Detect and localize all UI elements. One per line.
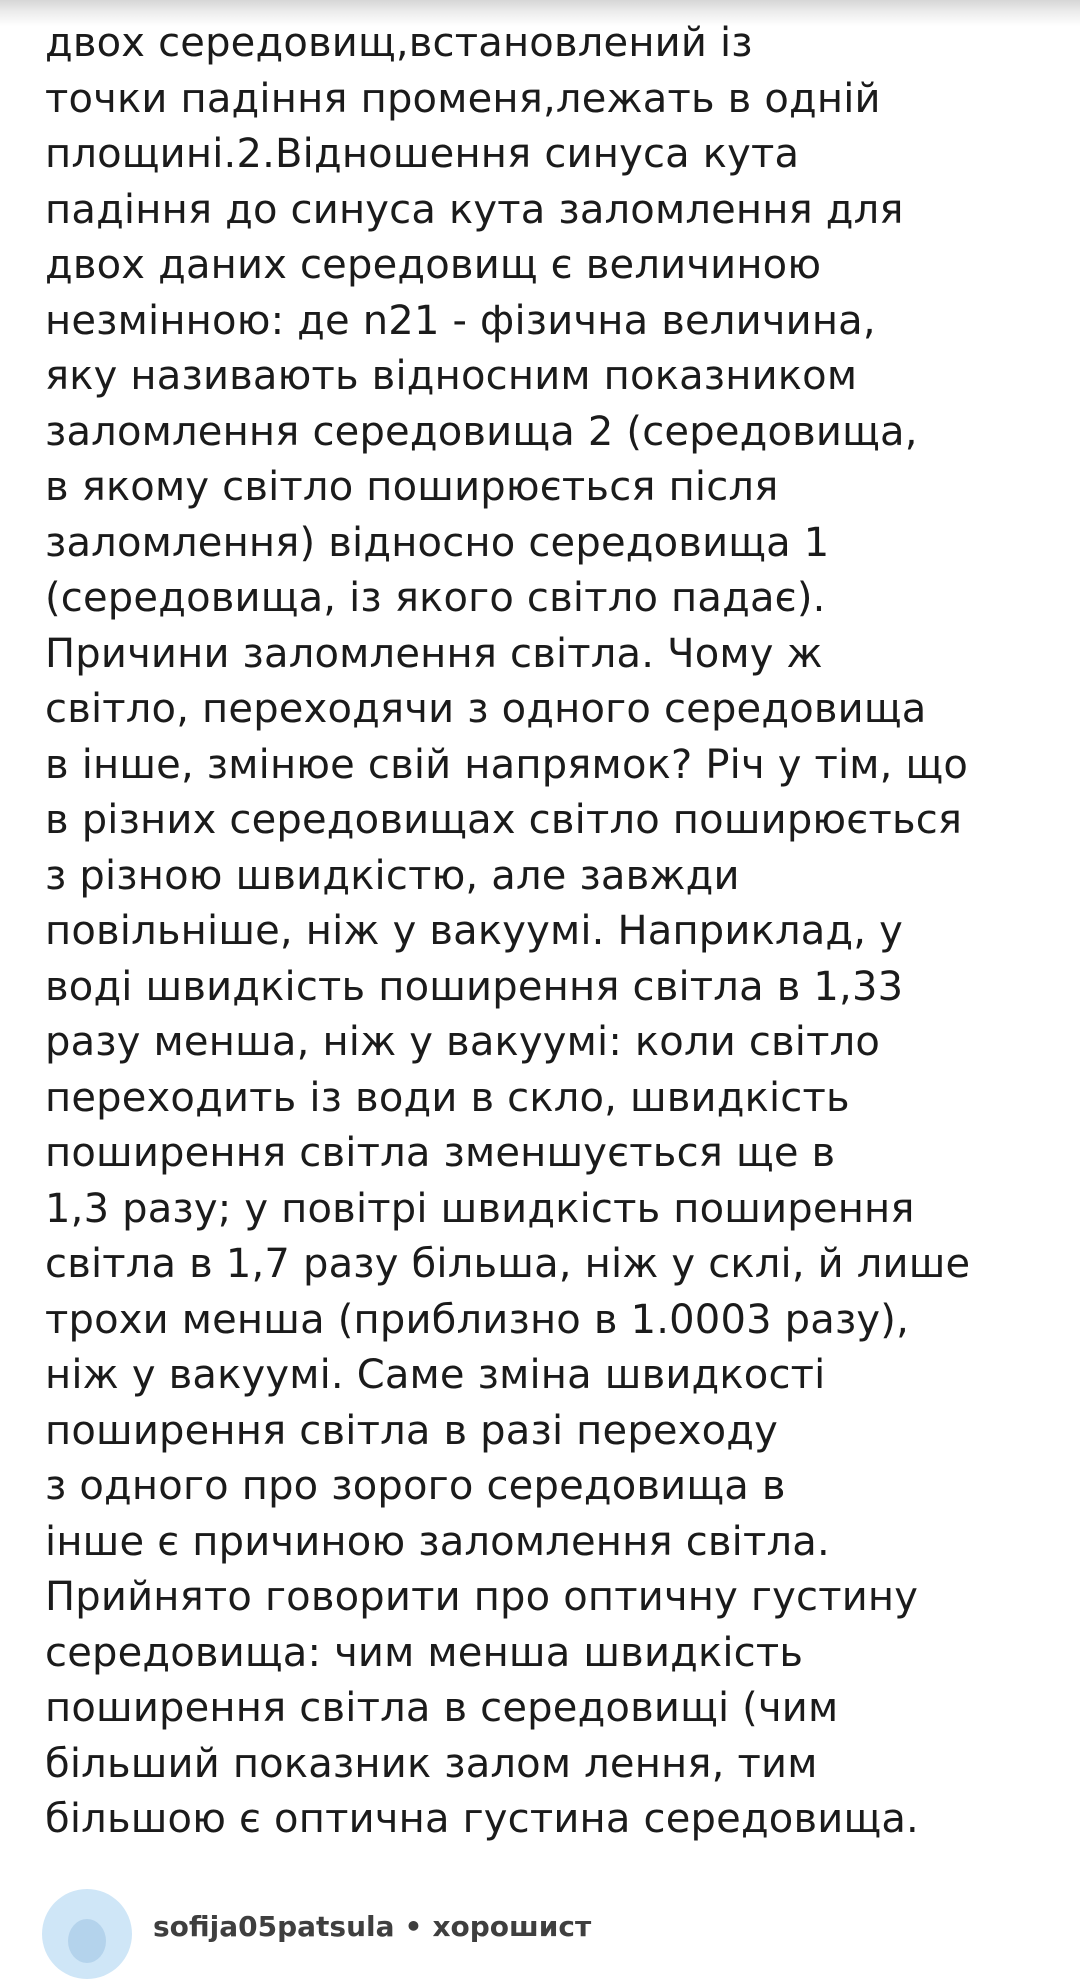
answer-text-line: світло, переходячи з одного середовища bbox=[45, 686, 927, 732]
author-info bbox=[153, 1910, 591, 1943]
answer-text-line: Прийнято говорити про оптичну густину bbox=[45, 1574, 919, 1620]
author-rank: хорошист bbox=[432, 1910, 592, 1943]
answer-text-line: ніж у вакуумі. Саме зміна швидкості bbox=[45, 1352, 826, 1398]
answer-text-line: воді швидкість поширення світла в 1,33 bbox=[45, 963, 904, 1010]
answer-text-line: падіння до синуса кута заломлення для bbox=[45, 186, 904, 233]
answer-text-line: поширення світла в разі переходу bbox=[45, 1407, 779, 1454]
author-separator: • bbox=[404, 1910, 423, 1943]
answer-text-line: трохи менша (приблизно в 1.0003 разу), bbox=[45, 1296, 910, 1343]
answer-text-line: інше є причиною заломлення світла. bbox=[45, 1518, 830, 1565]
answer-text-line: разу менша, ніж у вакуумі: коли світло bbox=[45, 1019, 881, 1065]
answer-text-line: з різною швидкістю, але завжди bbox=[45, 852, 740, 899]
answer-text-line: заломлення середовища 2 (середовища, bbox=[45, 408, 918, 455]
answer-text-line: з одного про зорого середовища в bbox=[45, 1463, 786, 1509]
answer-text-line: Причини заломлення світла. Чому ж bbox=[45, 630, 823, 677]
answer-text-line: поширення світла зменшується ще в bbox=[45, 1130, 836, 1176]
answer-text-line: поширення світла в середовищі (чим bbox=[45, 1685, 839, 1731]
answer-text-line: середовища: чим менша швидкість bbox=[45, 1629, 804, 1676]
author-username[interactable]: sofija05patsula bbox=[153, 1910, 395, 1943]
answer-text-line: в інше, змінюе свій напрямок? Річ у тім, що bbox=[45, 741, 969, 788]
answer-text-line: точки падіння променя,лежать в одній bbox=[45, 75, 881, 122]
answer-text-line: в різних середовищах світло поширюється bbox=[45, 797, 963, 843]
answer-text-line: повільніше, ніж у вакуумі. Наприклад, у bbox=[45, 908, 903, 954]
answer-text-line: світла в 1,7 разу більша, ніж у склі, й лише bbox=[45, 1241, 971, 1287]
answer-text-line: 1,3 разу; у повітрі швидкість поширення bbox=[45, 1185, 915, 1232]
answer-body bbox=[45, 16, 1050, 1848]
answer-text-line: в якому світло поширюється після bbox=[45, 464, 779, 510]
answer-text-line: яку називають відносним показником bbox=[45, 353, 858, 399]
avatar-head-shape bbox=[68, 1919, 106, 1963]
answer-text-line: двох середовищ,встановлений із bbox=[45, 20, 753, 66]
answer-text-line: переходить із води в скло, швидкість bbox=[45, 1074, 850, 1121]
answer-text-line: (середовища, із якого світло падає). bbox=[45, 575, 826, 621]
answer-text-line: більший показник залом лення, тим bbox=[45, 1740, 818, 1787]
answer-author-row[interactable] bbox=[0, 1880, 1080, 1974]
answer-text-line: заломлення) відносно середовища 1 bbox=[45, 519, 830, 566]
answer-text-line: двох даних середовищ є величиною bbox=[45, 242, 822, 288]
answer-text-line: незмінною: де n21 - фізична величина, bbox=[45, 297, 876, 344]
answer-text-line: більшою є оптична густина середовища. bbox=[45, 1796, 919, 1842]
answer-text-line: площині.2.Відношення синуса кута bbox=[45, 131, 800, 177]
default-user-avatar-icon[interactable] bbox=[42, 1889, 132, 1979]
